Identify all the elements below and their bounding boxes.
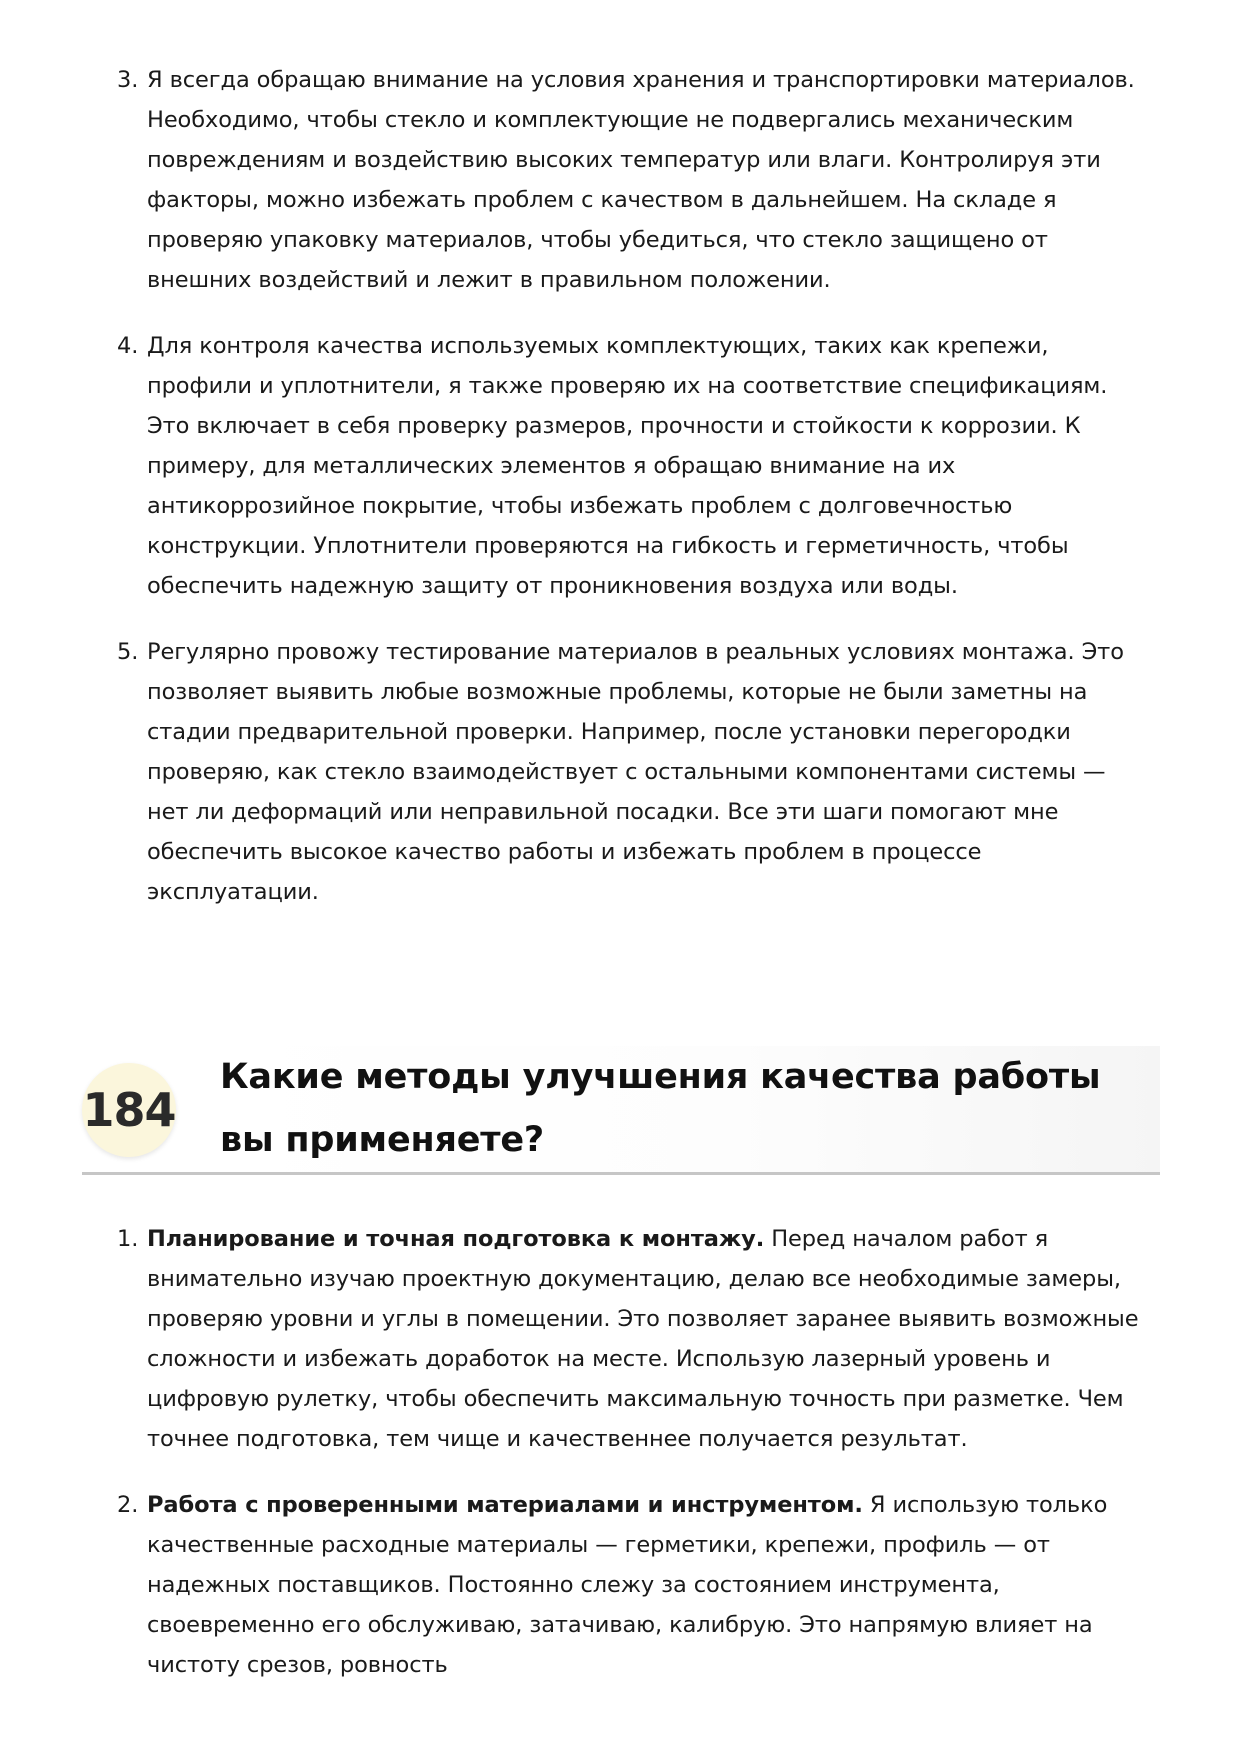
item-text: Регулярно провожу тестирование материалов в реальных условиях монтажа. Это позволяет выявить любые возможные проблемы, которые не были заметны на стадии предварительной проверки. Например, после установки перегородки проверяю, как стекло взаимодействует с остальными компонентами системы — нет ли деформаций или неправильной посадки. Все эти шаги помогают мне обеспечить высокое качество работы и избежать проблем в процессе эксплуатации. bbox=[147, 639, 1124, 905]
list-item bbox=[0, 60, 1239, 300]
item-number: 3. bbox=[117, 67, 139, 93]
question-title: Какие методы улучшения качества работы вы применяете? bbox=[220, 1057, 1101, 1160]
answer-list bbox=[0, 1219, 1239, 1711]
item-lead: Работа с проверенными материалами и инструментом. bbox=[147, 1492, 863, 1518]
item-text: Я всегда обращаю внимание на условия хранения и транспортировки материалов. Необходимо, чтобы стекло и комплектующие не подвергались механическим повреждениям и воздействию высоких температур или влаги. Контролируя эти факторы, можно избежать проблем с качеством в дальнейшем. На складе я проверяю упаковку материалов, чтобы убедиться, что стекло защищено от внешних воздействий и лежит в правильном положении. bbox=[147, 67, 1135, 293]
previous-answer-list bbox=[0, 60, 1239, 938]
list-item bbox=[0, 326, 1239, 606]
item-lead: Планирование и точная подготовка к монтажу. bbox=[147, 1226, 765, 1252]
item-number: 5. bbox=[117, 639, 139, 665]
item-text: Я использую только качественные расходные материалы — герметики, крепежи, профиль — от надежных поставщиков. Постоянно слежу за состоянием инструмента, своевременно его обслуживаю, затачиваю, калибрую. Это напрямую влияет на чистоту срезов, ровность bbox=[147, 1492, 1108, 1678]
item-text: Для контроля качества используемых комплектующих, таких как крепежи, профили и уплотнители, я также проверяю их на соответствие спецификациям. Это включает в себя проверку размеров, прочности и стойкости к коррозии. К примеру, для металлических элементов я обращаю внимание на их антикоррозийное покрытие, чтобы избежать проблем с долговечностью конструкции. Уплотнители проверяются на гибкость и герметичность, чтобы обеспечить надежную защиту от проникновения воздуха или воды. bbox=[147, 333, 1108, 599]
question-header bbox=[82, 1046, 1160, 1175]
item-number: 1. bbox=[117, 1226, 139, 1252]
item-number: 4. bbox=[117, 333, 139, 359]
list-item bbox=[0, 1485, 1239, 1685]
question-number-badge: 184 bbox=[82, 1063, 176, 1157]
list-item bbox=[0, 1219, 1239, 1459]
list-item bbox=[0, 632, 1239, 912]
item-number: 2. bbox=[117, 1492, 139, 1518]
item-text: Перед началом работ я внимательно изучаю проектную документацию, делаю все необходимые замеры, проверяю уровни и углы в помещении. Это позволяет заранее выявить возможные сложности и избежать доработок на месте. Использую лазерный уровень и цифровую рулетку, чтобы обеспечить максимальную точность при разметке. Чем точнее подготовка, тем чище и качественнее получается результат. bbox=[147, 1226, 1139, 1452]
